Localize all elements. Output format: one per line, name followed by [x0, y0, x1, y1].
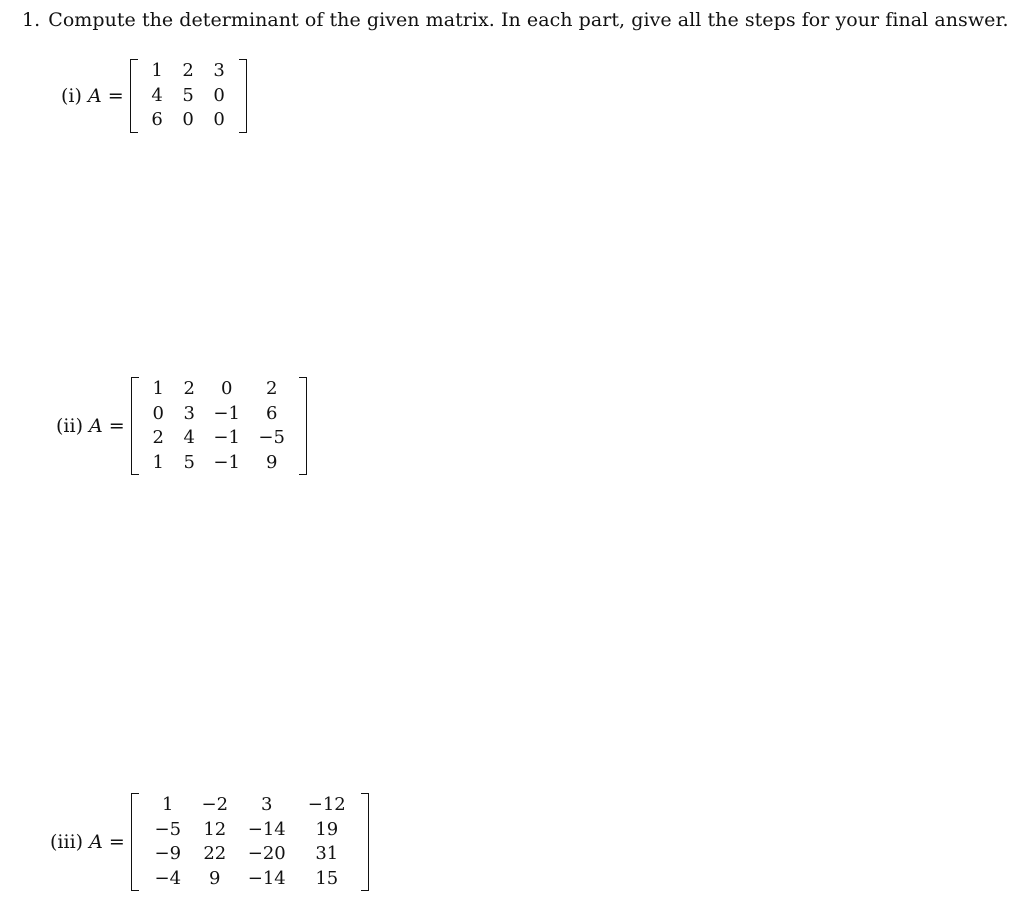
part-ii — [56, 377, 307, 475]
part-iii-number: (iii) — [50, 831, 84, 853]
matrix-iii-right-bracket — [361, 793, 369, 891]
matrix-entry: −2 — [201, 794, 229, 815]
question-text: Compute the determinant of the given matrix. In each part, give all the steps for your final answer. — [48, 9, 1009, 31]
part-ii-variable: A — [89, 415, 103, 437]
matrix-entry: 19 — [315, 818, 339, 840]
matrix-entry: −14 — [247, 867, 286, 889]
matrix-entry: 4 — [183, 427, 195, 448]
matrix-entry: 9 — [209, 867, 221, 889]
matrix-entry: 31 — [315, 843, 339, 864]
matrix-entry: −9 — [154, 843, 182, 864]
matrix-entry: −5 — [258, 427, 285, 448]
part-i — [61, 59, 247, 133]
matrix-entry: −4 — [154, 867, 182, 889]
matrix-entry: 0 — [213, 84, 225, 106]
matrix-ii-left-bracket — [131, 377, 139, 475]
matrix-entry: 1 — [152, 451, 164, 473]
matrix-entry: 1 — [151, 60, 163, 81]
matrix-entry: −12 — [307, 794, 346, 815]
matrix-entry: 1 — [152, 378, 164, 399]
matrix-entry: 3 — [261, 794, 273, 815]
part-iii-variable: A — [89, 831, 103, 853]
question-number: 1. — [22, 9, 41, 31]
part-ii-label — [56, 415, 125, 437]
matrix-row — [143, 842, 357, 867]
matrix-entry: 0 — [152, 402, 164, 424]
part-iii-label — [50, 831, 125, 853]
matrix-i-left-bracket — [130, 59, 138, 133]
part-i-variable: A — [87, 84, 102, 107]
question-heading — [22, 9, 1009, 31]
matrix-entry: 9 — [265, 451, 278, 473]
matrix-ii-right-bracket — [299, 377, 307, 475]
matrix-entry: −1 — [213, 451, 240, 473]
matrix-entry: −1 — [213, 402, 240, 424]
matrix-row — [143, 451, 295, 476]
matrix-entry: −1 — [213, 427, 240, 448]
matrix-row — [143, 818, 357, 843]
matrix-entry: 0 — [220, 378, 233, 399]
matrix-entry: 6 — [265, 402, 278, 424]
matrix-entry: 1 — [162, 794, 174, 815]
part-ii-number: (ii) — [56, 415, 83, 437]
matrix-iii — [131, 793, 369, 891]
matrix-entry: −5 — [154, 818, 182, 840]
matrix-entry: 2 — [182, 60, 194, 81]
matrix-entry: 5 — [183, 451, 195, 473]
matrix-entry: 0 — [182, 109, 194, 130]
matrix-entry: 3 — [213, 60, 225, 81]
matrix-ii — [131, 377, 307, 475]
matrix-row — [142, 59, 235, 84]
matrix-row — [142, 84, 235, 109]
part-i-label — [61, 85, 124, 107]
matrix-entry: 4 — [151, 84, 163, 106]
matrix-row — [142, 108, 235, 133]
matrix-iii-cells — [143, 793, 357, 891]
matrix-entry: 3 — [183, 402, 195, 424]
matrix-row — [143, 867, 357, 892]
matrix-row — [143, 793, 357, 818]
matrix-entry: 2 — [152, 427, 164, 448]
part-i-equals: = — [107, 84, 124, 107]
matrix-entry: −20 — [247, 843, 286, 864]
matrix-entry: −14 — [247, 818, 286, 840]
matrix-entry: 22 — [203, 843, 227, 864]
matrix-entry: 6 — [151, 109, 163, 130]
matrix-row — [143, 426, 295, 451]
matrix-i-cells — [142, 59, 235, 133]
matrix-iii-left-bracket — [131, 793, 139, 891]
matrix-entry: 0 — [213, 109, 225, 130]
part-i-number: (i) — [61, 84, 82, 107]
part-iii-equals: = — [108, 831, 125, 853]
matrix-entry: 15 — [315, 867, 339, 889]
matrix-entry: 2 — [183, 378, 195, 399]
matrix-entry: 12 — [203, 818, 227, 840]
matrix-ii-cells — [143, 377, 295, 475]
part-iii — [50, 793, 369, 891]
matrix-i-right-bracket — [239, 59, 247, 133]
matrix-entry: 2 — [265, 378, 278, 399]
matrix-i — [130, 59, 247, 133]
matrix-row — [143, 402, 295, 427]
part-ii-equals: = — [108, 415, 125, 437]
matrix-entry: 5 — [182, 84, 194, 106]
matrix-row — [143, 377, 295, 402]
